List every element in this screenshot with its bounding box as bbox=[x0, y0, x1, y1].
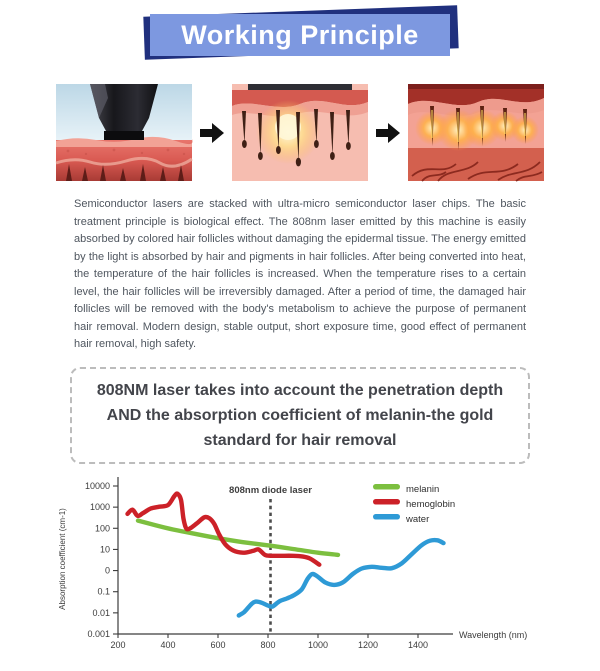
absorption-chart bbox=[55, 471, 545, 671]
y-tick-label: 10000 bbox=[84, 480, 110, 491]
highlight-text: 808NM laser takes into account the penetration depth AND the absorption coefficient of melanin-the gold standard for hair removal bbox=[96, 381, 504, 449]
follicle-absorption-illustration bbox=[232, 84, 368, 181]
banner bbox=[150, 14, 450, 56]
page-title: Working Principle bbox=[181, 19, 419, 50]
step-arrow-icon bbox=[200, 122, 224, 144]
legend-label-melanin: melanin bbox=[406, 483, 440, 495]
absorption-chart-svg bbox=[55, 471, 545, 671]
legend-label-hemoglobin: hemoglobin bbox=[406, 498, 456, 510]
series-water bbox=[239, 540, 444, 615]
handpiece-edge bbox=[248, 84, 352, 91]
legend-swatch-melanin bbox=[373, 484, 400, 490]
y-tick-label: 0.01 bbox=[92, 607, 110, 618]
y-tick-label: 10 bbox=[99, 543, 110, 554]
step1-laser-application-image bbox=[56, 84, 192, 181]
y-tick-label: 0.1 bbox=[97, 586, 110, 597]
step3-follicle-destruction-image bbox=[408, 84, 544, 181]
step2-follicle-heating-image bbox=[232, 84, 368, 181]
page bbox=[0, 14, 600, 650]
description-paragraph: Semiconductor lasers are stacked with ultra-micro semiconductor laser chips. The basic treatment principle is biological effect. The 808nm laser emitted by this machine is easily absorbed by colored hair follicles without damaging the epidermal tissue. The energy emitted by the light is absorbed by hair and pigments in hair follicles. After being converted into heat, the temperature of the hair follicles is increased. When the temperature rises to a certain level, the hair follicles will be irreversibly damaged. After a period of time, the damaged hair follicles will be removed with the body's metabolism to achieve the purpose of permanent hair removal. Modern design, stable output, short exposure time, good effect of permanent hair removal, high safety. bbox=[74, 198, 526, 350]
damaged-follicles-illustration bbox=[408, 84, 544, 181]
x-tick-label: 1000 bbox=[307, 639, 329, 650]
y-tick-label: 0 bbox=[104, 565, 110, 576]
x-tick-label: 1200 bbox=[357, 639, 379, 650]
x-tick-label: 600 bbox=[210, 639, 226, 650]
title-banner bbox=[150, 14, 450, 56]
highlight-box bbox=[70, 367, 530, 464]
step-arrow-icon bbox=[376, 122, 400, 144]
legend-label-water: water bbox=[406, 513, 430, 525]
x-tick-label: 800 bbox=[260, 639, 276, 650]
series-hemoglobin bbox=[128, 493, 320, 564]
y-tick-label: 0.001 bbox=[87, 628, 110, 639]
y-tick-label: 100 bbox=[94, 522, 110, 533]
legend-swatch-hemoglobin bbox=[373, 499, 400, 505]
y-axis-label: Absorption coefficient (cm-1) bbox=[58, 507, 67, 610]
series-melanin bbox=[138, 520, 338, 554]
laser-on-skin-illustration bbox=[56, 84, 192, 181]
chart-legend bbox=[373, 484, 455, 525]
legend-swatch-water bbox=[373, 514, 400, 520]
x-tick-label: 1400 bbox=[407, 639, 429, 650]
x-tick-label: 200 bbox=[110, 639, 126, 650]
x-axis-label: Wavelength (nm) bbox=[459, 629, 528, 640]
annotation-label: 808nm diode laser bbox=[229, 484, 312, 496]
y-tick-label: 1000 bbox=[89, 501, 110, 512]
treatment-steps bbox=[0, 84, 600, 181]
x-tick-label: 400 bbox=[160, 639, 176, 650]
